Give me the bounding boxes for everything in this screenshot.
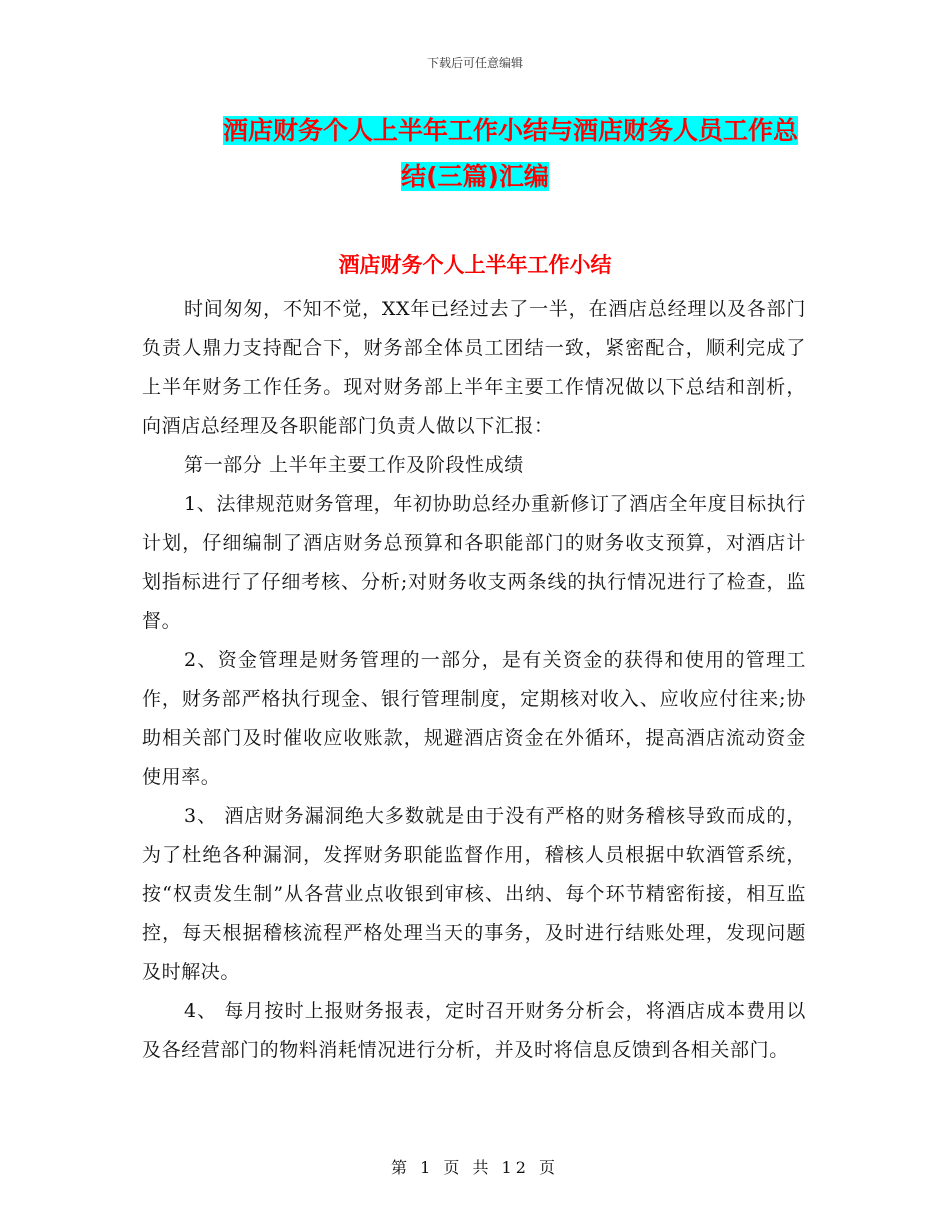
document-title-line-1 [150,108,800,154]
paragraph-item-2: 2、资金管理是财务管理的一部分，是有关资金的获得和使用的管理工作，财务部严格执行现金、银行管理制度，定期核对收入、应收应付往来;协助相关部门及时催收应收账款，规避酒店资金在外循环，提高酒店流动资金使用率。 [142,649,806,788]
page-footer: 第 1 页 共 12 页 [391,1158,559,1177]
paragraph-part-heading: 第一部分 上半年主要工作及阶段性成绩 [184,454,524,476]
page-header: 下载后可任意编辑 [426,56,523,70]
document-title-line-2 [150,154,800,200]
title-highlight: 结(三篇)汇编 [401,162,549,191]
paragraph-item-3: 3、 酒店财务漏洞绝大多数就是由于没有严格的财务稽核导致而成的，为了杜绝各种漏洞，发挥财务职能监督作用，稽核人员根据中软酒管系统，按“权责发生制”从各营业点收银到审核、出纳、每个环节精密衔接，相互监控，每天根据稽核流程严格处理当天的事务，及时进行结账处理，发现问题及时解决。 [142,805,806,983]
paragraph-item-1: 1、法律规范财务管理，年初协助总经办重新修订了酒店全年度目标执行计划，仔细编制了酒店财务总预算和各职能部门的财务收支预算，对酒店计划指标进行了仔细考核、分析;对财务收支两条线的执行情况进行了检查，监督。 [142,493,806,632]
paragraph-item-4: 4、 每月按时上报财务报表，定时召开财务分析会，将酒店成本费用以及各经营部门的物料消耗情况进行分析，并及时将信息反馈到各相关部门。 [142,1000,806,1061]
section-title: 酒店财务个人上半年工作小结 [338,253,612,277]
document-title [150,108,800,200]
body-text [142,290,806,1070]
title-highlight: 酒店财务个人上半年工作小结与酒店财务人员工作总 [222,116,798,145]
paragraph-intro: 时间匆匆，不知不觉，XX年已经过去了一半，在酒店总经理以及各部门负责人鼎力支持配合下，财务部全体员工团结一致，紧密配合，顺利完成了上半年财务工作任务。现对财务部上半年主要工作情况做以下总结和剖析，向酒店总经理及各职能部门负责人做以下汇报： [142,298,806,437]
